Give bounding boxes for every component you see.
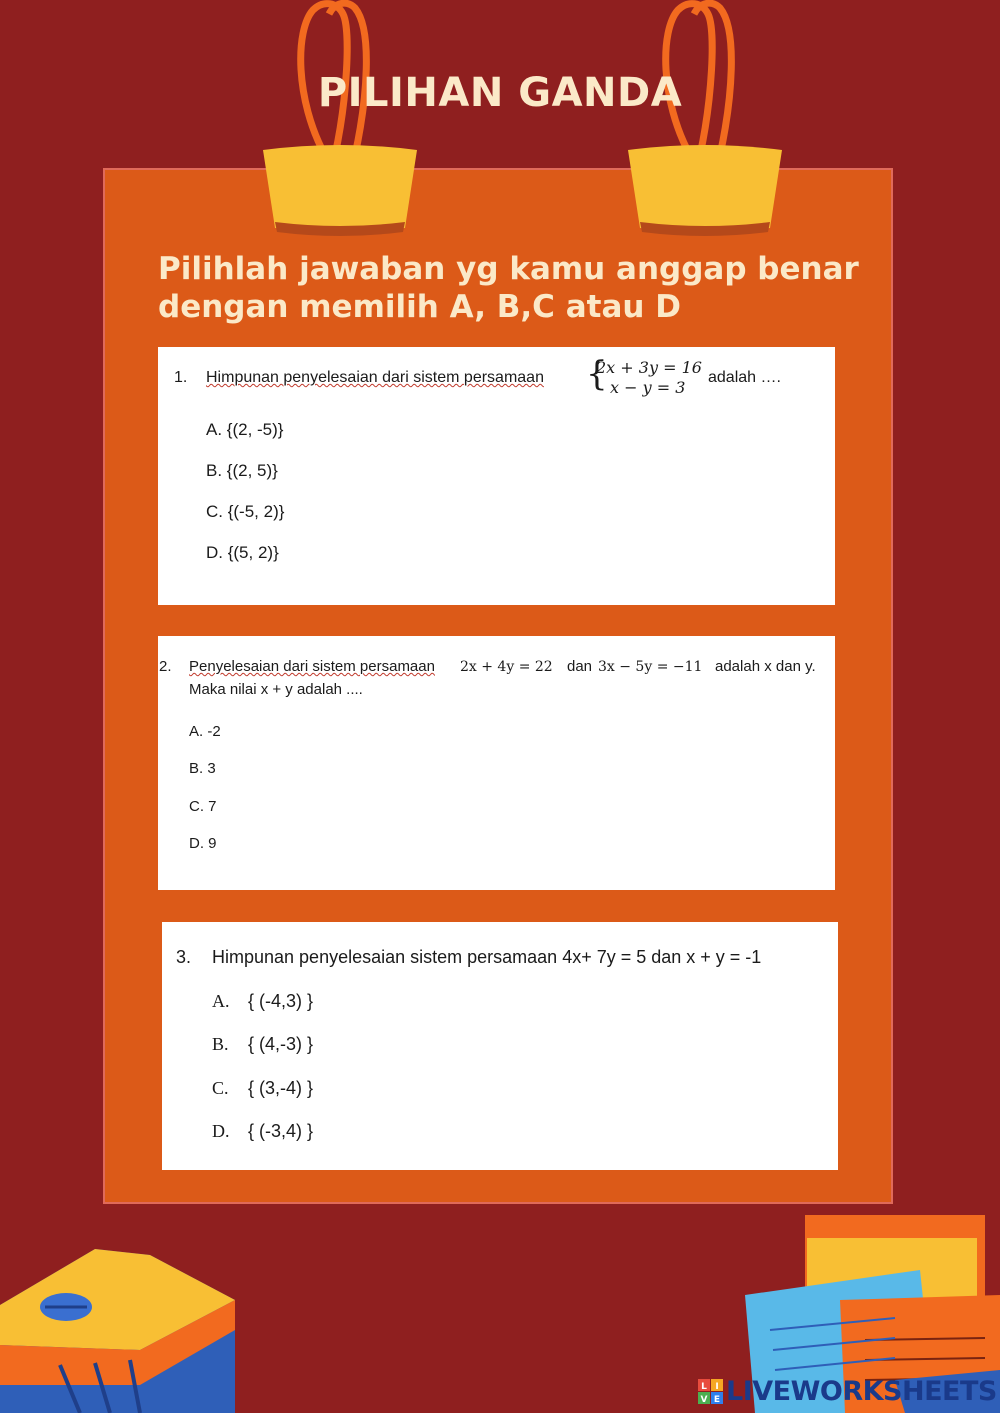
question-number: 3.: [176, 947, 192, 967]
question-number: 1.: [174, 369, 188, 386]
option-c[interactable]: C. 7: [189, 798, 217, 815]
option-d[interactable]: D. 9: [189, 835, 217, 852]
option-a[interactable]: A. {(2, -5)}: [206, 420, 284, 439]
liveworksheets-logo: [698, 1376, 997, 1407]
option-d[interactable]: D. {(5, 2)}: [206, 543, 279, 562]
option-b[interactable]: B. {(2, 5)}: [206, 461, 278, 480]
option-b-letter[interactable]: B.: [212, 1034, 229, 1054]
equation-2: 3x − 5y = −11: [598, 659, 703, 675]
question-card-1: [158, 347, 835, 605]
badge-letter: V: [700, 1394, 708, 1405]
option-a-letter[interactable]: A.: [212, 991, 230, 1011]
question-text-part-3: adalah x dan y.: [715, 658, 816, 675]
equation-1: 2x + 3y = 16: [596, 358, 702, 377]
question-text-part-1: Penyelesaian dari sistem persamaan: [189, 658, 435, 675]
option-c-letter[interactable]: C.: [212, 1078, 229, 1098]
question-number: 2.: [159, 658, 172, 675]
question-text: Himpunan penyelesaian dari sistem persamaan: [206, 369, 544, 386]
option-d-letter[interactable]: D.: [212, 1121, 230, 1141]
question-card-2: [158, 636, 835, 890]
option-a[interactable]: { (-4,3) }: [248, 991, 314, 1011]
logo-text: LIVEWORKSHEETS: [726, 1376, 997, 1407]
binder-clip-right: [620, 0, 790, 240]
badge-letter: E: [713, 1394, 721, 1405]
page-title: PILIHAN GANDA: [317, 70, 683, 116]
system-brace: {: [586, 354, 608, 394]
option-a[interactable]: A. -2: [189, 723, 221, 740]
question-text-part-2: dan: [567, 658, 593, 675]
question-text-line-2: Maka nilai x + y adalah ....: [189, 681, 363, 698]
option-b[interactable]: { (4,-3) }: [248, 1034, 314, 1054]
badge-letter: I: [715, 1381, 719, 1392]
equation-2: x − y = 3: [610, 378, 686, 397]
equation-1: 2x + 4y = 22: [460, 659, 553, 675]
option-c[interactable]: C. {(-5, 2)}: [206, 502, 285, 521]
question-suffix: adalah ….: [708, 369, 781, 386]
option-d[interactable]: { (-3,4) }: [248, 1121, 314, 1141]
question-text: Himpunan penyelesaian sistem persamaan 4x+ 7y = 5 dan x + y = -1: [212, 947, 762, 967]
question-card-3: [162, 922, 838, 1170]
badge-letter: L: [701, 1381, 707, 1392]
sharpener-illustration: [0, 1245, 245, 1413]
option-c[interactable]: { (3,-4) }: [248, 1078, 314, 1098]
logo-badge: [698, 1379, 724, 1405]
option-b[interactable]: B. 3: [189, 760, 216, 777]
instruction-text: Pilihlah jawaban yg kamu anggap benar dengan memilih A, B,C atau D: [158, 251, 859, 325]
binder-clip-left: [255, 0, 425, 240]
